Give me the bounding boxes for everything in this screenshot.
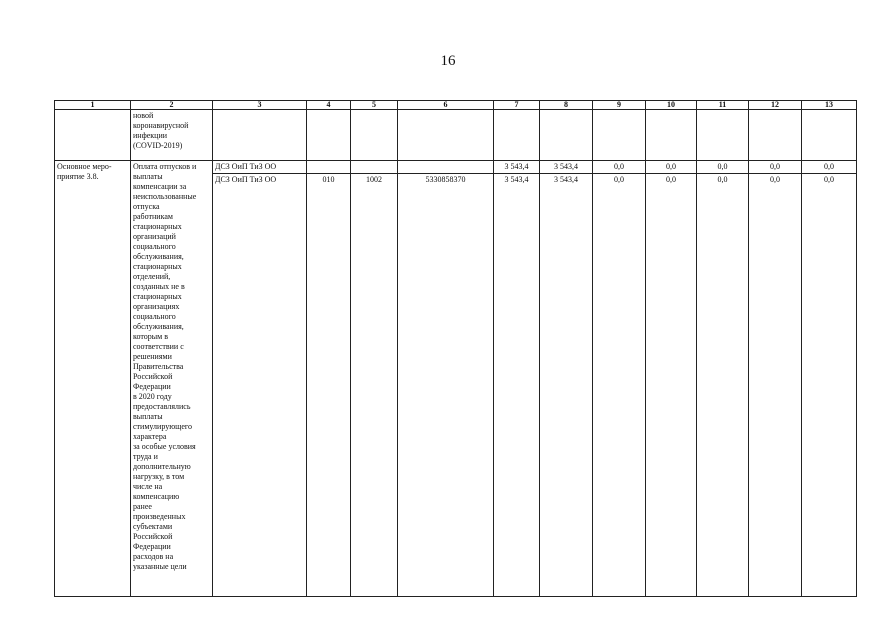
- column-header: 6: [398, 101, 494, 110]
- column-header: 5: [351, 101, 398, 110]
- value-cell-8: 3 543,4: [540, 174, 593, 597]
- column-header: 1: [55, 101, 131, 110]
- table-cell: [494, 110, 540, 161]
- table-cell: [307, 110, 351, 161]
- grbs-cell: 010: [307, 174, 351, 597]
- value-cell-7: 3 543,4: [494, 174, 540, 597]
- value-cell-12: 0,0: [749, 161, 802, 174]
- table-row: [55, 161, 857, 174]
- executor-cell: ДСЗ ОиП ТиЗ ОО: [213, 161, 307, 174]
- value-cell-8: 3 543,4: [540, 161, 593, 174]
- column-header: 3: [213, 101, 307, 110]
- table-cell: [802, 110, 857, 161]
- column-header: 13: [802, 101, 857, 110]
- column-header: 9: [593, 101, 646, 110]
- table-cell: [749, 110, 802, 161]
- grbs-cell: [307, 161, 351, 174]
- csr-cell: 5330858370: [398, 174, 494, 597]
- value-cell-13: 0,0: [802, 174, 857, 597]
- table-cell: [55, 110, 131, 161]
- value-cell-9: 0,0: [593, 174, 646, 597]
- column-header: 2: [131, 101, 213, 110]
- value-cell-10: 0,0: [646, 174, 697, 597]
- value-cell-10: 0,0: [646, 161, 697, 174]
- csr-cell: [398, 161, 494, 174]
- column-number-row: [55, 101, 857, 110]
- value-cell-9: 0,0: [593, 161, 646, 174]
- measure-name: Основное меро- приятие 3.8.: [55, 161, 131, 597]
- table-cell: [398, 110, 494, 161]
- column-header: 10: [646, 101, 697, 110]
- table-cell: [593, 110, 646, 161]
- value-cell-13: 0,0: [802, 161, 857, 174]
- continuation-row: [55, 110, 857, 161]
- column-header: 8: [540, 101, 593, 110]
- rzpr-cell: 1002: [351, 174, 398, 597]
- table-cell: [213, 110, 307, 161]
- page-number: 16: [440, 53, 456, 69]
- table-cell: [697, 110, 749, 161]
- value-cell-11: 0,0: [697, 174, 749, 597]
- executor-cell: ДСЗ ОиП ТиЗ ОО: [213, 174, 307, 597]
- column-header: 4: [307, 101, 351, 110]
- table-cell: [351, 110, 398, 161]
- rzpr-cell: [351, 161, 398, 174]
- table-cell: [646, 110, 697, 161]
- continuation-description: новой коронавирусной инфекции (COVID-2019): [131, 110, 213, 161]
- measure-description: Оплата отпусков и выплаты компенсации за неиспользованные отпуска работникам стационарных организаций социального обслуживания, стационарных отделений, созданных не в стационарных организациях социального обслуживания, которым в соответствии с решениями Правительства Российской Федерации в 2020 году предоставлялись выплаты стимулирующего характера за особые условия труда и дополнительную нагрузку, в том числе на компенсацию ранее произведенных субъектами Российской Федерации расходов на указанные цели: [131, 161, 213, 597]
- table-cell: [540, 110, 593, 161]
- value-cell-11: 0,0: [697, 161, 749, 174]
- budget-table: [54, 100, 857, 597]
- column-header: 7: [494, 101, 540, 110]
- column-header: 11: [697, 101, 749, 110]
- value-cell-12: 0,0: [749, 174, 802, 597]
- column-header: 12: [749, 101, 802, 110]
- value-cell-7: 3 543,4: [494, 161, 540, 174]
